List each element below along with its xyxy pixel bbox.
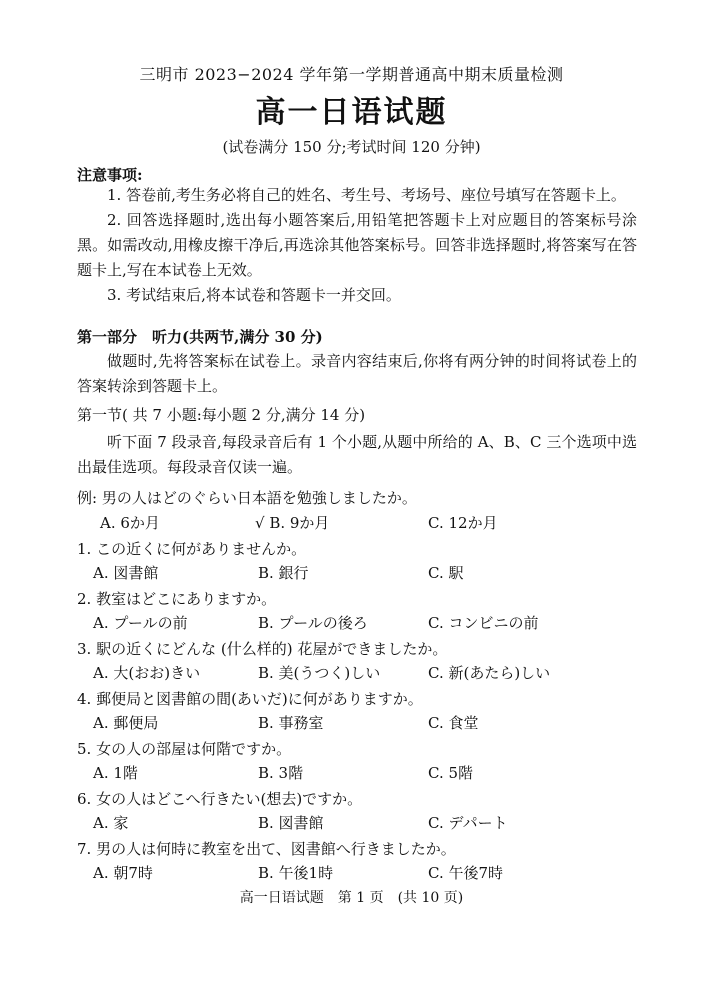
part1-instruction: 做题时,先将答案标在试卷上。录音内容结束后,你将有两分钟的时间将试卷上的答案转涂到答题卡上。 [77,352,637,395]
question-5-option-b: B. 3階 [258,764,304,782]
notice-item-3: 3. 考试结束后,将本试卷和答题卡一并交回。 [107,286,401,304]
question-2-option-c: C. コンビニの前 [428,614,539,632]
notice-item-2: 2. 回答选择题时,选出每小题答案后,用铅笔把答题卡上对应题目的答案标号涂黑。如需改动,用橡皮擦干净后,再选涂其他答案标号。回答非选择题时,将答案写在答题卡上,写在本试卷上无效。 [77,211,637,279]
question-4-option-c: C. 食堂 [428,714,479,732]
question-4-option-b: B. 事務室 [258,714,324,732]
example-option-b: √ B. 9か月 [255,514,330,532]
question-7-option-b: B. 午後1時 [258,864,334,882]
question-6-option-a: A. 家 [93,814,129,832]
exam-subtitle: 三明市 2023−2024 学年第一学期普通高中期末质量检测 [139,65,564,84]
question-3-option-a: A. 大(おお)きい [93,664,201,682]
question-2: 2. 教室はどこにありますか。 [77,590,277,608]
question-1: 1. この近くに何がありませんか。 [77,540,307,558]
question-4-option-a: A. 郵便局 [93,714,159,732]
section1-instruction: 听下面 7 段录音,每段录音后有 1 个小题,从题中所给的 A、B、C 三个选项中选出最佳选项。每段录音仅读一遍。 [77,433,637,476]
question-4: 4. 郵便局と図書館の間(あいだ)に何がありますか。 [77,690,423,708]
notice-item-1: 1. 答卷前,考生务必将自己的姓名、考生号、考场号、座位号填写在答题卡上。 [107,186,626,204]
question-6-option-c: C. デパート [428,814,508,832]
question-6-option-b: B. 図書館 [258,814,324,832]
question-7-option-c: C. 午後7時 [428,864,504,882]
question-5: 5. 女の人の部屋は何階ですか。 [77,740,292,758]
question-1-option-c: C. 駅 [428,564,464,582]
question-3: 3. 駅の近くにどんな (什么样的) 花屋ができましたか。 [77,640,448,658]
question-7-option-a: A. 朝7時 [93,864,153,882]
question-5-option-a: A. 1階 [93,764,138,782]
example-option-a: A. 6か月 [100,514,160,532]
notice-heading: 注意事项: [77,166,143,184]
part1-heading: 第一部分 听力(共两节,满分 30 分) [77,328,323,346]
question-1-option-a: A. 図書館 [93,564,159,582]
exam-score-time-note: (试卷满分 150 分;考试时间 120 分钟) [222,138,481,156]
example-option-c: C. 12か月 [428,514,498,532]
exam-title: 高一日语试题 [255,95,448,130]
question-1-option-b: B. 銀行 [258,564,309,582]
question-7: 7. 男の人は何時に教室を出て、図書館へ行きましたか。 [77,840,456,858]
question-2-option-a: A. プールの前 [93,614,188,632]
question-5-option-c: C. 5階 [428,764,474,782]
question-3-option-c: C. 新(あたら)しい [428,664,551,682]
example-question: 例: 男の人はどのぐらい日本語を勉強しましたか。 [77,489,417,507]
page-footer: 高一日语试题 第 1 页 (共 10 页) [239,890,464,906]
question-2-option-b: B. プールの後ろ [258,614,368,632]
section1-heading: 第一节( 共 7 小题:每小题 2 分,满分 14 分) [77,406,366,424]
question-6: 6. 女の人はどこへ行きたい(想去)ですか。 [77,790,363,808]
question-3-option-b: B. 美(うつく)しい [258,664,381,682]
